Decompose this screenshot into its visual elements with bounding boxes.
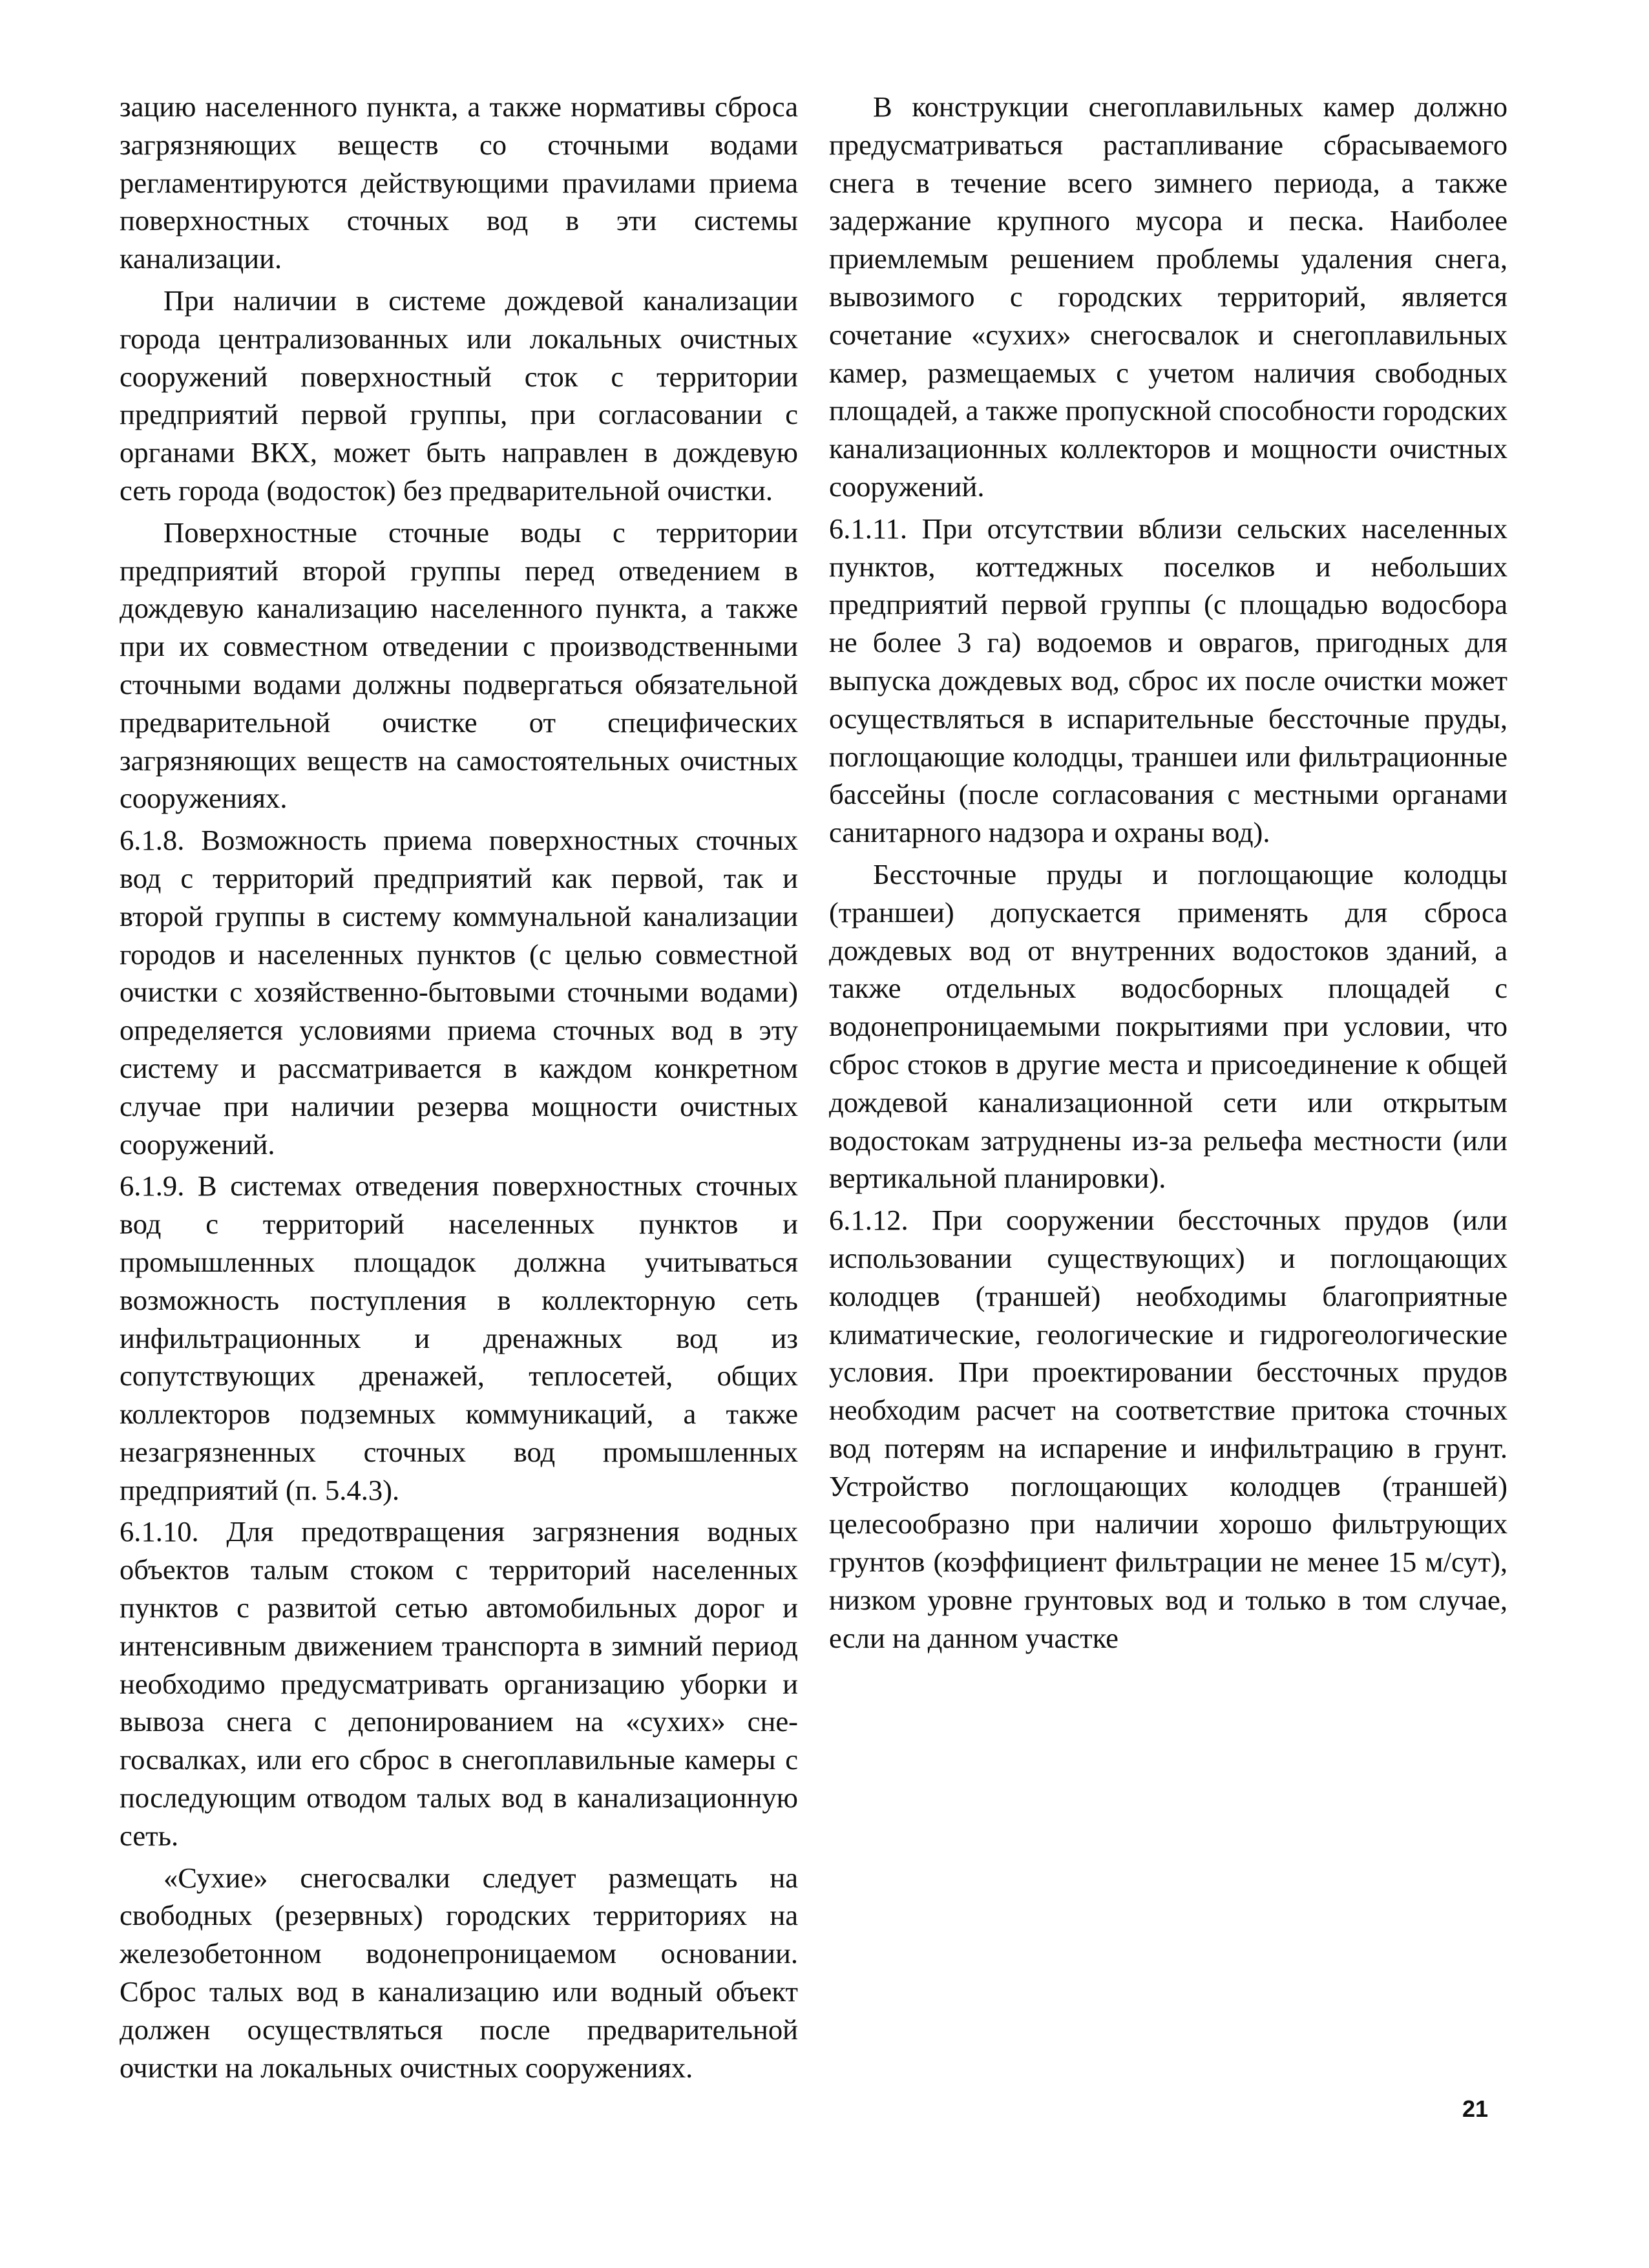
paragraph: 6.1.8. Возможность приема поверхностных сточных вод с территорий предприятий как первой, так и второй группы в систему коммунальной канализации городов и населенных пунктов (с целью совместной очистки с хозяйственно-бытовыми сточными водами) определяется условиями приема сточных вод в эту систему и рассматривается в каждом конкретном случае при наличии резерва мощности очистных сооружений. [120, 824, 798, 1160]
right-text-column [829, 88, 1507, 1661]
paragraph: 6.1.10. Для предотвращения загрязнения водных объектов талым стоком с территорий населенных пунктов с развитой сетью автомобильных дорог и интенсивным движением транспорта в зимний период необходимо предусматривать организацию уборки и вывоза снега с депонированием на «сухих» снегосвалках, или его сброс в снегоплавильные камеры с последующим отводом талых вод в канализационную сеть. [120, 1515, 798, 1852]
page-number: 21 [1462, 2095, 1489, 2122]
paragraph: Бессточные пруды и поглощающие колодцы (траншеи) допускается применять для сброса дождевых вод от внутренних водостоков зданий, а также отдельных водосборных площадей с водонепроницаемыми покрытиями при условии, что сброс стоков в другие места и присоединение к общей дождевой канализационной сети или открытым водостокам затруднены из-за рельефа местности (или вертикальной планировки). [829, 857, 1507, 1195]
paragraph: 6.1.9. В системах отведения поверхностных сточных вод с территорий населенных пунктов и промышленных площадок должна учитываться возможность поступления в коллекторную сеть инфильтрационных и дренажных вод из сопутствующих дренажей, теплосетей, общих коллекторов подземных коммуникаций, а также незагрязненных сточных вод промышленных предприятий (п. 5.4.3). [120, 1170, 798, 1506]
paragraph: 6.1.12. При сооружении бессточных прудов (или использовании существующих) и поглощающих колодцев (траншей) необходимы благоприятные климатические, геологические и гидрогеологические условия. При проектировании бессточных прудов необходим расчет на соответствие притока сточных вод потерям на испарение и инфильтрацию в грунт. Устройство поглощающих колодцев (траншей) целесообразно при наличии хорошо фильтрующих грунтов (коэффициент фильтрации не менее 15 м/сут), низком уровне грунтовых вод и только в том случае, если на данном участке [829, 1204, 1507, 1654]
paragraph: «Сухие» снегосвалки следует размещать на свободных (резервных) городских территориях на железобетонном водонепроницаемом основании. Сброс талых вод в канализацию или водный объект должен осуществляться после предварительной очистки на локальных очистных сооружениях. [120, 1861, 798, 2084]
paragraph: 6.1.11. При отсутствии вблизи сельских населенных пунктов, коттеджных поселков и небольших предприятий первой группы (с площадью водосбора не более 3 га) водоемов и оврагов, пригодных для выпуска дождевых вод, сброс их после очистки может осуществляться в испарительные бессточные пруды, поглощающие колодцы, траншеи или фильтрационные бассейны (после согласования с местными органами санитарного надзора и охраны вод). [829, 512, 1507, 849]
paragraph: В конструкции снегоплавильных камер должно предусматриваться растапливание сбрасываемого снега в течение всего зимнего периода, а также задержание крупного мусора и песка. Наиболее приемлемым решением проблемы удаления снега, вывозимого с городских территорий, является сочетание «сухих» снегосвалок и снегоплавильных камер, размещаемых с учетом наличия свободных площадей, а также пропускной способности городских канализационных коллекторов и мощности очистных сооружений. [829, 90, 1507, 503]
paragraph: зацию населенного пункта, а также нормативы сброса загрязняющих веществ со сточными водами регламентируются действующими праvилами приема поверхностных сточных вод в эти системы канализации. [120, 90, 798, 275]
left-text-column [120, 88, 798, 2090]
paragraph: При наличии в системе дождевой канализации города централизованных или локальных очистных сооружений поверхностный сток с территории предприятий первой группы, при согласовании с органами ВКХ, может быть направлен в дождевую сеть города (водосток) без предварительной очистки. [120, 284, 798, 507]
paragraph: Поверхностные сточные воды с территории предприятий второй группы перед отведением в дождевую канализацию населенного пункта, а также при их совместном отведении с производственными сточными водами должны подвергаться обязательной предварительной очистке от специфических загрязняющих веществ на самостоятельных очистных сооружениях. [120, 516, 798, 815]
